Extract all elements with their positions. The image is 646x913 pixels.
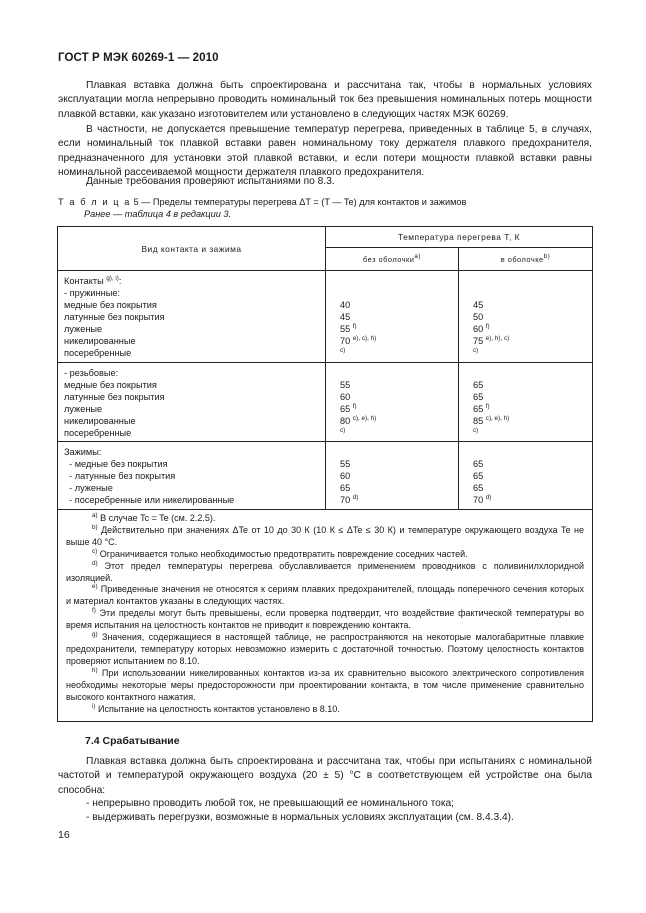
value-footnote-mark: c) [473, 427, 479, 434]
footnote-text: Значения, содержащиеся в настоящей таблице, не распространяются на некоторые малогабаритные плавкие предохранители, температуру которых невозможно измерить с достаточной точностью. Поэтому целостность контактов проверяют испытанием по 8.10. [66, 632, 584, 666]
temperature-value [473, 415, 586, 427]
row-label [64, 287, 319, 299]
row-label-text: латунные без покрытия [64, 392, 165, 402]
temperature-value [340, 470, 452, 482]
footnote-text: Приведенные значения не относятся к сериям плавких предохранителей, площадь поперечного сечения которых и материал контактов указаны в следующих частях. [66, 584, 584, 607]
temperature-value [340, 458, 452, 470]
footnote [66, 632, 584, 668]
temperature-value [473, 494, 586, 506]
table-subcaption: Ранее — таблица 4 в редакции 3. [84, 209, 232, 219]
group-0-values-enclosure [459, 271, 593, 363]
temperature-value [340, 494, 452, 506]
row-label-text: никелированные [64, 416, 136, 426]
footnote-mark: g) [92, 631, 98, 639]
temperature-value [340, 335, 452, 347]
footnote [66, 584, 584, 608]
value-text: 65 [340, 404, 351, 414]
footnote-mark: b) [92, 523, 98, 531]
value-footnote-mark: c), e), h) [485, 415, 510, 422]
value-footnote-mark: f) [485, 403, 490, 410]
footnote-mark: h) [92, 666, 98, 674]
value-text: 40 [340, 300, 351, 310]
row-label [64, 427, 319, 439]
row-label-text: - пружинные: [64, 288, 120, 298]
footnote [66, 668, 584, 704]
row-label-text: медные без покрытия [64, 380, 157, 390]
section-title: 7.4 Срабатывание [85, 735, 180, 747]
footnote [66, 513, 584, 525]
footnote-mark: f) [92, 607, 96, 615]
footnote-text: Ограничивается только необходимостью предотвратить повреждение соседних частей. [99, 548, 468, 559]
temperature-value [473, 323, 586, 335]
group-0-values-no-enclosure [326, 271, 459, 363]
value-text: 65 [473, 459, 484, 469]
value-footnote-mark: c) [340, 427, 346, 434]
footnote-mark: a) [92, 512, 98, 519]
temperature-value [473, 482, 586, 494]
temperature-value [340, 415, 452, 427]
value-text: 65 [473, 483, 484, 493]
footnote-mark: d) [92, 559, 98, 567]
row-label [64, 391, 319, 403]
table-caption-prefix: Т а б л и ц а [58, 197, 131, 207]
value-text: 65 [473, 404, 484, 414]
value-footnote-mark: c) [340, 347, 346, 354]
row-label [64, 367, 319, 379]
value-footnote-mark: f) [352, 403, 357, 410]
value-text: 65 [340, 483, 351, 493]
value-text: 60 [473, 324, 484, 334]
group-1-values-enclosure [459, 363, 593, 442]
group-1-values-no-enclosure [326, 363, 459, 442]
temperature-value [340, 275, 452, 287]
temperature-value [473, 287, 586, 299]
row-label [64, 379, 319, 391]
group-2-values-no-enclosure [326, 442, 459, 510]
value-footnote-mark: f) [485, 323, 490, 330]
temperature-value [340, 379, 452, 391]
col-header-no-enclosure: без оболочкиa) [326, 248, 459, 271]
value-footnote-mark: e), h), c) [485, 335, 510, 342]
section-paragraph: Плавкая вставка должна быть спроектирована и рассчитана так, чтобы при испытаниях с номинальной частотой и температурой окружающего воздуха (20 ± 5) °С в соответствующем ей устройстве она была способна: [58, 756, 592, 796]
row-label [64, 403, 319, 415]
row-label-text: Контакты [64, 276, 104, 286]
bullet-item: - выдерживать перегрузки, возможные в нормальных условиях эксплуатации (см. 8.4.3.4). [86, 812, 514, 823]
row-label-text: - медные без покрытия [64, 459, 168, 469]
temperature-value [473, 470, 586, 482]
value-text: 70 [340, 336, 351, 346]
temperature-value [473, 427, 586, 439]
row-label [64, 347, 319, 359]
row-label [64, 335, 319, 347]
value-footnote-mark: c), e), h) [352, 415, 377, 422]
footnote-text: Эти пределы могут быть превышены, если проверка подтвердит, что воздействие фактической температуры во время испытания на целостность контактов не приводит к повреждению контакта. [66, 608, 584, 631]
temperature-value [340, 323, 452, 335]
value-text: 55 [340, 380, 351, 390]
value-text: 60 [340, 392, 351, 402]
row-label [64, 299, 319, 311]
group-1-labels [58, 363, 326, 442]
row-label-text: Зажимы: [64, 447, 102, 457]
value-footnote-mark: c) [473, 347, 479, 354]
bullet-item: - непрерывно проводить любой ток, не превышающий ее номинального тока; [86, 798, 454, 809]
row-label-text: никелированные [64, 336, 136, 346]
footnote [66, 525, 584, 549]
footnote-text: При использовании никелированных контактов из-за их сравнительно высокого электрического сопротивления необходимы некоторые меры предосторожности при проектировании контакта, в том числе применение сравнительно высокого контактного нажатия. [66, 667, 584, 702]
footnote-text: Испытание на целостность контактов установлено в 8.10. [98, 703, 340, 714]
temperature-value [340, 287, 452, 299]
row-label [64, 323, 319, 335]
temperature-value [473, 335, 586, 347]
value-text: 55 [340, 459, 351, 469]
row-label-text: медные без покрытия [64, 300, 157, 310]
temperature-value [473, 275, 586, 287]
temperature-value [473, 403, 586, 415]
group-2-values-enclosure [459, 442, 593, 510]
temperature-value [340, 299, 452, 311]
footnote-text: В случае Tc = Te (см. 2.2.5). [100, 513, 216, 523]
row-label-text: посеребренные [64, 348, 132, 358]
temperature-value [473, 299, 586, 311]
row-label [64, 275, 319, 287]
footnote-mark: i) [92, 702, 96, 710]
temperature-value [340, 427, 452, 439]
value-text: 75 [473, 336, 484, 346]
temperature-value [340, 403, 452, 415]
footnote [66, 704, 584, 716]
footnote-mark: c) [92, 547, 98, 555]
intro-paragraph-2: В частности, не допускается превышение температур перегрева, приведенных в таблице 5, в случаях, если номинальный ток плавкой вставки равен номинальному току держателя плавкого предохранителя, предназначенного для установки этой плавкой вставки, и если потери мощности плавкой вставки равны номинальной рассеиваемой мощности держателя плавкого предохранителя. [58, 124, 592, 179]
value-text: 45 [473, 300, 484, 310]
intro-paragraph-1: Плавкая вставка должна быть спроектирована и рассчитана так, чтобы в нормальных условиях эксплуатации могла непрерывно проводить номинальный ток без превышения номинальных потерь мощности плавкой вставки, как указано изготовителем или установлено в следующих частях МЭК 60269. [58, 80, 592, 120]
value-footnote-mark: d) [485, 494, 492, 501]
temperature-value [340, 482, 452, 494]
temperature-value [340, 347, 452, 359]
temperature-value [473, 391, 586, 403]
group-2-labels [58, 442, 326, 510]
row-label-text: луженые [64, 324, 103, 334]
table-footnotes [58, 510, 593, 722]
footnote-text: Этот предел температуры перегрева обуславливается применением проводников с поливинилхлоридной изоляцией. [66, 560, 584, 583]
row-label [64, 494, 319, 506]
value-text: 65 [473, 392, 484, 402]
temperature-value [473, 458, 586, 470]
row-label-footnote-mark: g), i) [106, 275, 119, 282]
temperature-value [473, 446, 586, 458]
value-text: 80 [340, 416, 351, 426]
row-label [64, 482, 319, 494]
row-label [64, 470, 319, 482]
value-text: 65 [473, 380, 484, 390]
row-label-text: луженые [64, 404, 103, 414]
row-label-text: посеребренные [64, 428, 132, 438]
footnote [66, 608, 584, 632]
value-text: 85 [473, 416, 484, 426]
temperature-value [473, 311, 586, 323]
temperature-value [340, 391, 452, 403]
value-footnote-mark: e), c), h) [352, 335, 377, 342]
value-text: 55 [340, 324, 351, 334]
row-label-text: - латунные без покрытия [64, 471, 176, 481]
col-header-temperature: Температура перегрева T, К [326, 227, 593, 248]
temperature-value [473, 347, 586, 359]
row-label [64, 311, 319, 323]
footnote [66, 549, 584, 561]
value-text: 60 [340, 471, 351, 481]
row-label [64, 458, 319, 470]
temperature-table [57, 226, 593, 722]
row-label-text: - посеребренные или никелированные [64, 495, 235, 505]
row-label-text: латунные без покрытия [64, 312, 165, 322]
value-text: 65 [473, 471, 484, 481]
row-label-suffix: : [118, 276, 122, 286]
temperature-value [340, 367, 452, 379]
value-text: 70 [473, 495, 484, 505]
page-header: ГОСТ Р МЭК 60269-1 — 2010 [58, 52, 219, 64]
footnote-text: Действительно при значениях ΔTe от 10 до 30 К (10 К ≤ ΔTe ≤ 30 К) и температуре окружающего воздуха Te не выше 40 °С. [66, 524, 584, 547]
value-footnote-mark: d) [352, 494, 359, 501]
intro-paragraph-3: Данные требования проверяют испытаниями по 8.3. [86, 176, 335, 187]
value-text: 50 [473, 312, 484, 322]
temperature-value [340, 446, 452, 458]
value-text: 70 [340, 495, 351, 505]
temperature-value [473, 379, 586, 391]
row-label-text: - луженые [64, 483, 113, 493]
table-caption-text: 5 — Пределы температуры перегрева ΔT = (T — Te) для контактов и зажимов [133, 197, 467, 207]
value-text: 45 [340, 312, 351, 322]
footnote [66, 561, 584, 585]
col-header-enclosure: в оболочкеb) [459, 248, 593, 271]
row-label [64, 415, 319, 427]
temperature-value [473, 367, 586, 379]
row-label [64, 446, 319, 458]
temperature-value [340, 311, 452, 323]
table-caption [58, 196, 466, 208]
col-header-contact-type: Вид контакта и зажима [58, 227, 326, 271]
row-label-text: - резьбовые: [64, 368, 119, 378]
page-number: 16 [58, 829, 70, 841]
footnote-mark: e) [92, 583, 98, 591]
group-0-labels [58, 271, 326, 363]
value-footnote-mark: f) [352, 323, 357, 330]
